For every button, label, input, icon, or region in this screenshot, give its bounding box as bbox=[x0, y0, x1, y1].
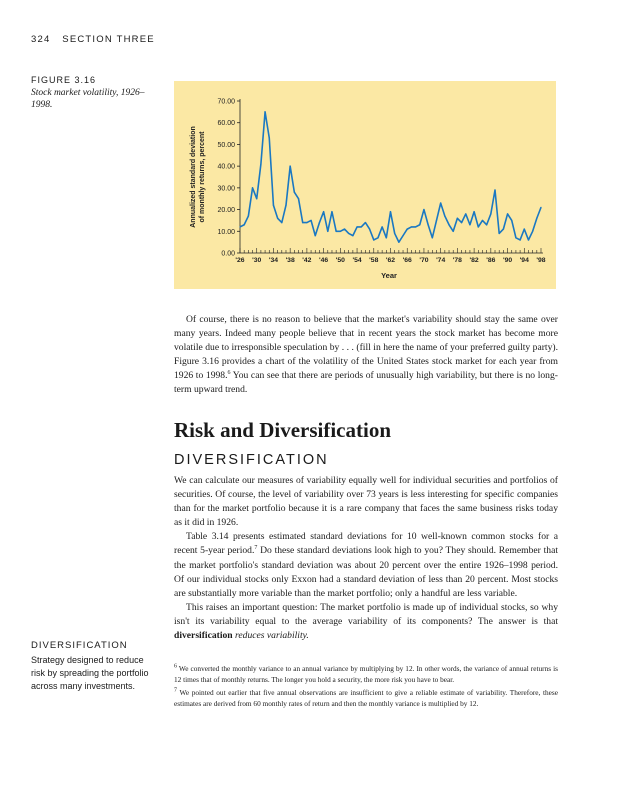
data-point bbox=[407, 229, 408, 230]
data-point bbox=[536, 218, 537, 219]
points-group bbox=[239, 111, 541, 242]
data-point bbox=[482, 220, 483, 221]
data-point bbox=[419, 224, 420, 225]
y-ticks bbox=[217, 99, 240, 258]
footnote-7 bbox=[174, 687, 558, 709]
data-point bbox=[348, 233, 349, 234]
data-point bbox=[390, 211, 391, 212]
data-point bbox=[457, 218, 458, 219]
footnote-ref-6: 6 bbox=[227, 370, 231, 377]
data-point bbox=[331, 211, 332, 212]
figure-label: FIGURE 3.16 bbox=[31, 75, 97, 85]
data-point bbox=[436, 220, 437, 221]
data-point bbox=[269, 137, 270, 138]
data-point bbox=[382, 226, 383, 227]
data-point bbox=[528, 239, 529, 240]
footnote-6-text: We converted the monthly variance to an annual variance by multiplying by 12. In other words, the variance of annual returns is 12 times that of monthly returns. The longer you hold a security, the more risk you have to bear. bbox=[174, 664, 558, 684]
data-point bbox=[519, 239, 520, 240]
footnote-6-number: 6 bbox=[174, 663, 177, 670]
paragraph-3-text-b: Do these standard deviations look high to you? They should. Remember that the market portfolio's standard deviation was about 20 percent over the entire 1926–1998 period. Of our individual stocks only Exxon had a standard deviation of less than 20 percent. Most stocks are substantially more variable than the market portfolio; only a handful are less variable. bbox=[174, 545, 558, 599]
section-title: Risk and Diversification bbox=[174, 418, 392, 442]
data-point bbox=[411, 226, 412, 227]
paragraph-1-text-b: You can see that there are periods of unusually high variability, but there is no long-term upward trend. bbox=[174, 370, 558, 396]
paragraph-3 bbox=[174, 530, 558, 600]
data-point bbox=[469, 224, 470, 225]
chart-axes bbox=[240, 99, 543, 253]
footnote-7-text: We pointed out earlier that five annual observations are insufficient to give a reliable estimate of variability. Therefore, these estimates are derived from 60 monthly rates of return and then the monthly variance is multiplied by 12. bbox=[174, 688, 558, 708]
data-point bbox=[432, 237, 433, 238]
x-ticks bbox=[235, 248, 545, 264]
data-point bbox=[310, 220, 311, 221]
data-point bbox=[365, 222, 366, 223]
data-point bbox=[361, 226, 362, 227]
data-point bbox=[474, 211, 475, 212]
data-point bbox=[377, 237, 378, 238]
running-head bbox=[31, 34, 155, 45]
series-group bbox=[240, 112, 541, 242]
data-point bbox=[398, 242, 399, 243]
body-text-block bbox=[174, 474, 558, 643]
data-point bbox=[256, 198, 257, 199]
data-point bbox=[356, 226, 357, 227]
volatility-chart bbox=[174, 81, 556, 289]
margin-definition: Strategy designed to reduce risk by spreading the portfolio across many investments. bbox=[31, 655, 149, 691]
data-point bbox=[461, 222, 462, 223]
data-point bbox=[252, 187, 253, 188]
data-point bbox=[306, 222, 307, 223]
data-point bbox=[386, 237, 387, 238]
x-tick-label: '30 bbox=[252, 257, 262, 264]
data-point bbox=[394, 233, 395, 234]
data-point bbox=[490, 213, 491, 214]
data-point bbox=[532, 231, 533, 232]
x-axis-title: Year bbox=[381, 271, 397, 280]
paragraph-4 bbox=[174, 601, 558, 643]
paragraph-1 bbox=[174, 313, 558, 398]
x-tick-label: '26 bbox=[235, 257, 245, 264]
data-point bbox=[415, 226, 416, 227]
y-tick-label: 60.00 bbox=[217, 120, 235, 128]
x-tick-label: '46 bbox=[319, 257, 329, 264]
figure-caption: Stock market volatility, 1926–1998. bbox=[31, 88, 145, 110]
data-point bbox=[244, 224, 245, 225]
data-point bbox=[315, 235, 316, 236]
data-point bbox=[494, 189, 495, 190]
data-point bbox=[402, 235, 403, 236]
data-point bbox=[298, 198, 299, 199]
page-number: 324 bbox=[31, 34, 51, 45]
data-point bbox=[515, 237, 516, 238]
x-tick-label: '34 bbox=[268, 257, 279, 264]
data-point bbox=[499, 233, 500, 234]
data-point bbox=[319, 222, 320, 223]
y-tick-label: 70.00 bbox=[217, 98, 235, 106]
data-point bbox=[302, 222, 303, 223]
x-tick-label: '82 bbox=[469, 257, 479, 264]
y-axis-title-line-2: of monthly returns, percent bbox=[199, 131, 206, 223]
data-point bbox=[273, 205, 274, 206]
data-point bbox=[336, 231, 337, 232]
data-point bbox=[294, 192, 295, 193]
data-point bbox=[264, 111, 265, 112]
x-tick-label: '42 bbox=[302, 257, 312, 264]
data-point bbox=[323, 211, 324, 212]
data-point bbox=[344, 229, 345, 230]
paragraph-2: We can calculate our measures of variability equally well for individual securities and portfolios of securities. Of course, the level of variability over 73 years is less interesting for specific companies than for the market portfolio because it is a rare company that faces the same business risks today as it did in 1926. bbox=[174, 475, 558, 529]
y-tick-label: 50.00 bbox=[217, 141, 235, 149]
x-tick-label: '78 bbox=[452, 257, 462, 264]
data-point bbox=[440, 202, 441, 203]
paragraph-4-text-a: This raises an important question: The market portfolio is made up of individual stocks, so why isn't its variability equal to the average variability of its components? The answer is that bbox=[174, 601, 558, 627]
data-point bbox=[511, 220, 512, 221]
x-tick-label: '98 bbox=[536, 257, 546, 264]
key-term-diversification: diversification bbox=[174, 630, 233, 642]
paragraph-4-italic-tail: reduces variability. bbox=[232, 630, 309, 642]
data-point bbox=[448, 224, 449, 225]
x-tick-label: '62 bbox=[385, 257, 396, 264]
data-point bbox=[503, 229, 504, 230]
data-point bbox=[465, 213, 466, 214]
y-tick-label: 20.00 bbox=[217, 207, 235, 215]
x-tick-label: '70 bbox=[419, 257, 429, 264]
x-tick-label: '66 bbox=[402, 257, 412, 264]
data-point bbox=[486, 224, 487, 225]
x-tick-label: '90 bbox=[502, 257, 513, 264]
x-tick-label: '38 bbox=[285, 257, 295, 264]
data-point bbox=[423, 209, 424, 210]
x-tick-label: '94 bbox=[519, 257, 529, 264]
data-point bbox=[369, 229, 370, 230]
footnote-7-number: 7 bbox=[174, 687, 177, 694]
data-point bbox=[290, 166, 291, 167]
data-point bbox=[478, 226, 479, 227]
x-tick-label: '58 bbox=[369, 257, 379, 264]
x-tick-label: '74 bbox=[436, 257, 446, 264]
footnotes bbox=[174, 663, 558, 711]
subsection-title: DIVERSIFICATION bbox=[174, 452, 329, 468]
series-line bbox=[240, 112, 541, 242]
y-tick-label: 0.00 bbox=[221, 250, 235, 258]
data-point bbox=[352, 235, 353, 236]
paragraph-1-text-a: Of course, there is no reason to believe that the market's variability should stay the same over many years. Indeed many people believe that in recent years the stock market has become more volatile due to irresponsible speculation by . . . (fill in here the name of your preferred guilty party). Figure 3.16 provides a chart of the volatility of the United States stock market for each year from 1926 to 1998. bbox=[174, 314, 558, 382]
data-point bbox=[239, 226, 240, 227]
y-tick-label: 40.00 bbox=[217, 163, 235, 171]
data-point bbox=[444, 215, 445, 216]
data-point bbox=[281, 222, 282, 223]
section-label: SECTION THREE bbox=[62, 34, 155, 45]
data-point bbox=[507, 213, 508, 214]
data-point bbox=[373, 239, 374, 240]
footnote-ref-7: 7 bbox=[254, 545, 258, 552]
footnote-6 bbox=[174, 663, 558, 685]
data-point bbox=[260, 163, 261, 164]
x-tick-label: '54 bbox=[352, 257, 362, 264]
data-point bbox=[248, 215, 249, 216]
data-point bbox=[540, 207, 541, 208]
chart-panel bbox=[174, 81, 556, 289]
x-tick-label: '50 bbox=[335, 257, 345, 264]
y-tick-label: 10.00 bbox=[217, 228, 235, 236]
y-tick-label: 30.00 bbox=[217, 185, 235, 193]
y-axis-title-line-1: Annualized standard deviation bbox=[190, 126, 197, 228]
data-point bbox=[340, 231, 341, 232]
data-point bbox=[277, 218, 278, 219]
x-tick-label: '86 bbox=[486, 257, 496, 264]
data-point bbox=[327, 231, 328, 232]
paragraph-3-text-a: Table 3.14 presents estimated standard deviations for 10 well-known common stocks for a recent 5-year period. bbox=[174, 531, 558, 557]
y-axis-title bbox=[190, 126, 206, 228]
data-point bbox=[524, 229, 525, 230]
data-point bbox=[453, 231, 454, 232]
data-point bbox=[428, 224, 429, 225]
margin-term: DIVERSIFICATION bbox=[31, 640, 128, 651]
data-point bbox=[285, 205, 286, 206]
